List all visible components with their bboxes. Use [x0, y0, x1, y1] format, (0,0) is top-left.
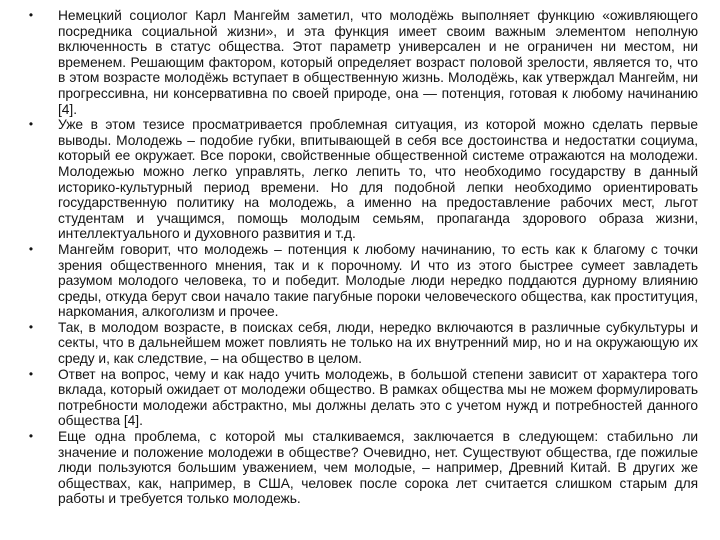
bullet-icon: •: [28, 319, 34, 334]
bullet-item-4: [24, 320, 698, 367]
paragraph-text: Так, в молодом возрасте, в поисках себя, люди, нередко включаются в различные субкультуры и секты, что в дальнейшем может повлиять не только на их внутренний мир, но и на окружающую их среду и, как следствие, – на общество в целом.: [58, 319, 698, 367]
paragraph-text: Еще одна проблема, с которой мы сталкиваемся, заключается в следующем: стабильно ли значение и положение молодежи в обществе? Очевидно, нет. Существуют общества, где пожилые люди пользуются большим уважением, чем молодые, – например, Древний Китай. В других же обществах, как, например, в США, человек после сорока лет считается слишком старым для работы и требуется только молодежь.: [58, 429, 698, 507]
paragraph-text: Немецкий социолог Карл Мангейм заметил, что молодёжь выполняет функцию «оживляющего посредника социальной жизни», и эта функция имеет своим важным элементом неполную включенность в статус общества. Этот параметр универсален и не ограничен ни местом, ни временем. Решающим фактором, который определяет возраст половой зрелости, является то, что в этом возрасте молодёжь вступает в общественную жизнь. Молодёжь, как утверждал Мангейм, ни прогрессивна, ни консервативна по своей природе, она — потенция, готовая к любому начинанию [4].: [58, 8, 698, 117]
bullet-list: [24, 8, 698, 507]
bullet-icon: •: [28, 241, 34, 256]
bullet-icon: •: [28, 429, 34, 444]
bullet-icon: •: [28, 117, 34, 132]
paragraph-text: Ответ на вопрос, чему и как надо учить молодежь, в большой степени зависит от характера того вклада, который ожидает от молодежи общество. В рамках общества мы не можем формулировать потребности молодежи абстрактно, мы должны делать это с учетом нужд и потребностей данного общества [4].: [58, 366, 698, 429]
bullet-item-3: [24, 242, 698, 320]
bullet-item-1: [24, 8, 698, 117]
bullet-icon: •: [28, 366, 34, 381]
bullet-icon: •: [28, 8, 34, 22]
bullet-item-2: [24, 117, 698, 242]
bullet-item-5: [24, 367, 698, 429]
paragraph-text: Уже в этом тезисе просматривается проблемная ситуация, из которой можно сделать первые выводы. Молодежь – подобие губки, впитывающей в себя все достоинства и недостатки социума, который ее окружает. Все пороки, свойственные общественной системе отражаются на молодежи. Молодежью можно легко управлять, легко лепить то, что необходимо государству в данный историко-культурный период времени. Но для подобной лепки необходимо ориентировать государственную политику на молодежь, а именно на предоставление рабочих мест, льгот студентам и учащимся, помощь молодым семьям, пропаганда здорового образа жизни, интеллектуального и духовного развития и т.д.: [58, 117, 698, 242]
paragraph-text: Мангейм говорит, что молодежь – потенция к любому начинанию, то есть как к благому с точки зрения общественного мнения, так и к порочному. И что из этого быстрее сумеет завладеть разумом молодого человека, то и победит. Молодые люди нередко поддаются дурному влиянию среды, откуда берут свои начало такие пагубные пороки человеческого общества, как проституция, наркомания, алкоголизм и прочее.: [58, 241, 698, 320]
bullet-item-6: [24, 429, 698, 507]
